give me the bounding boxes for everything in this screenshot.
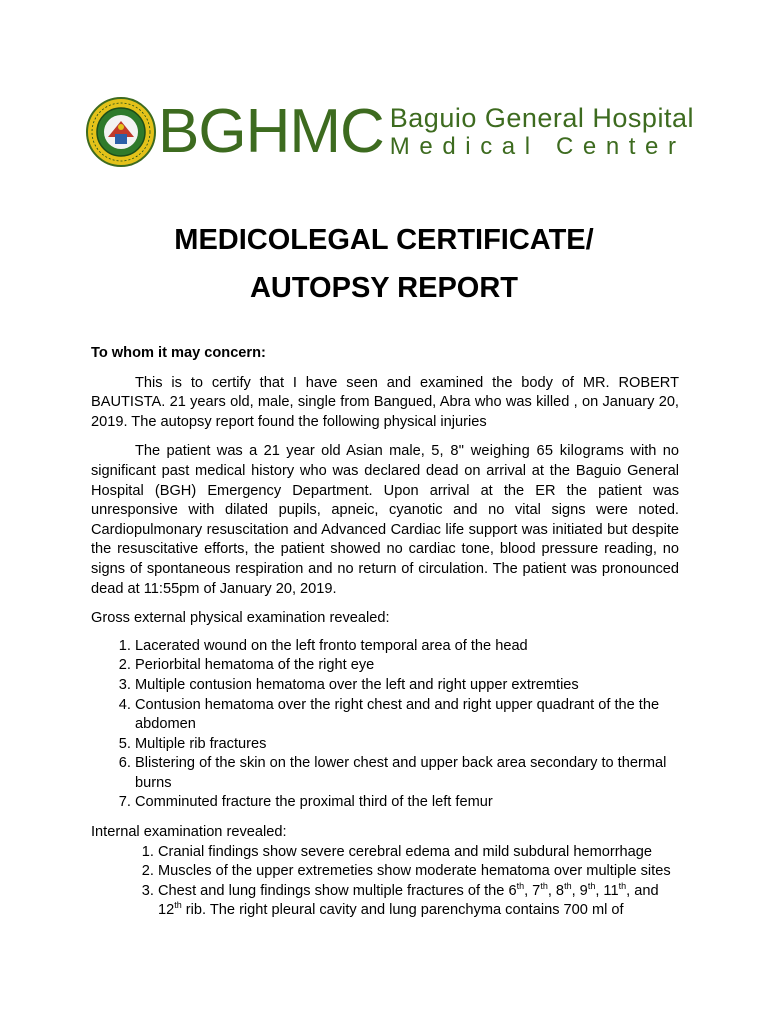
letterhead	[86, 92, 694, 172]
external-finding: 7. Comminuted fracture the proximal third of the left femur	[135, 793, 679, 813]
external-finding: 6. Blistering of the skin on the lower chest and upper back area secondary to thermal burns	[135, 754, 679, 793]
finding-text: , 11	[595, 882, 619, 899]
hospital-acronym: BGHMC	[158, 97, 384, 166]
ordinal-suffix: th	[587, 880, 596, 891]
external-exam-heading: Gross external physical examination revealed:	[91, 610, 390, 627]
internal-finding: 2. Muscles of the upper extremeties show moderate hematoma over multiple sites	[158, 862, 679, 882]
ordinal-suffix: th	[516, 880, 525, 891]
finding-text: , 7	[524, 882, 541, 899]
patient-history-paragraph	[91, 442, 679, 599]
hospital-name-line2: Medical Center	[389, 133, 686, 160]
title-line1: MEDICOLEGAL CERTIFICATE/	[174, 224, 594, 256]
external-finding: 3. Multiple contusion hematoma over the left and right upper extremties	[135, 676, 679, 696]
external-finding: 1. Lacerated wound on the left fronto temporal area of the head	[135, 637, 679, 657]
finding-text: rib. The right pleural cavity and lung parenchyma contains 700 ml of	[181, 902, 624, 919]
hospital-name-line1: Baguio General Hospital	[389, 103, 694, 133]
salutation: To whom it may concern:	[91, 345, 266, 361]
finding-text: , and 12	[158, 882, 659, 919]
finding-text: , 8	[547, 882, 565, 899]
internal-findings-list	[91, 843, 679, 921]
finding-text: Chest and lung findings show multiple fractures of the 6	[158, 882, 517, 899]
ordinal-suffix: th	[618, 880, 627, 891]
document-body	[91, 344, 679, 921]
certification-paragraph: This is to certify that I have seen and examined the body of MR. ROBERT BAUTISTA. 21 years old, male, single from Bangued, Abra who was killed , on January 20, 2019. The autopsy report found the following physical injuries	[91, 374, 679, 430]
hospital-seal-icon	[86, 97, 156, 167]
ordinal-suffix: th	[564, 880, 572, 891]
external-finding: 4. Contusion hematoma over the right chest and and right upper quadrant of the the abdomen	[135, 696, 679, 735]
internal-finding	[158, 882, 679, 921]
history-text-1: The patient was a 21 year old Asian male,	[135, 443, 432, 460]
external-findings-list	[91, 637, 679, 813]
height-weight-text: 5, 8" weighing 65 kilograms	[431, 443, 624, 460]
document-title	[0, 216, 768, 312]
history-text-2: with no significant past medical history who was declared dead on arrival at the Baguio General Hospital (BGH) Emergency Department. Upon arrival at the ER the patient was unresponsive with dilated pupils, apneic, cyanotic and no vital signs were noted. Cardiopulmonary resuscitation and Advanced Cardiac life support was initiated but despite the resuscitative efforts, the patient showed no cardiac tone, blood pressure reading, no signs of spontaneous respiration and no return of circulation. The patient was pronounced dead at 11:55pm of January 20, 2019.	[91, 443, 680, 597]
finding-text: , 9	[571, 882, 588, 899]
external-finding: 2. Periorbital hematoma of the right eye	[135, 656, 679, 676]
internal-exam-heading: Internal examination revealed:	[91, 824, 287, 841]
ordinal-suffix: th	[540, 880, 548, 891]
ordinal-suffix: th	[174, 900, 182, 911]
hospital-name	[390, 105, 694, 159]
internal-finding: 1. Cranial findings show severe cerebral edema and mild subdural hemorrhage	[158, 843, 679, 863]
title-line2: AUTOPSY REPORT	[249, 272, 519, 304]
external-finding: 5. Multiple rib fractures	[135, 735, 679, 755]
